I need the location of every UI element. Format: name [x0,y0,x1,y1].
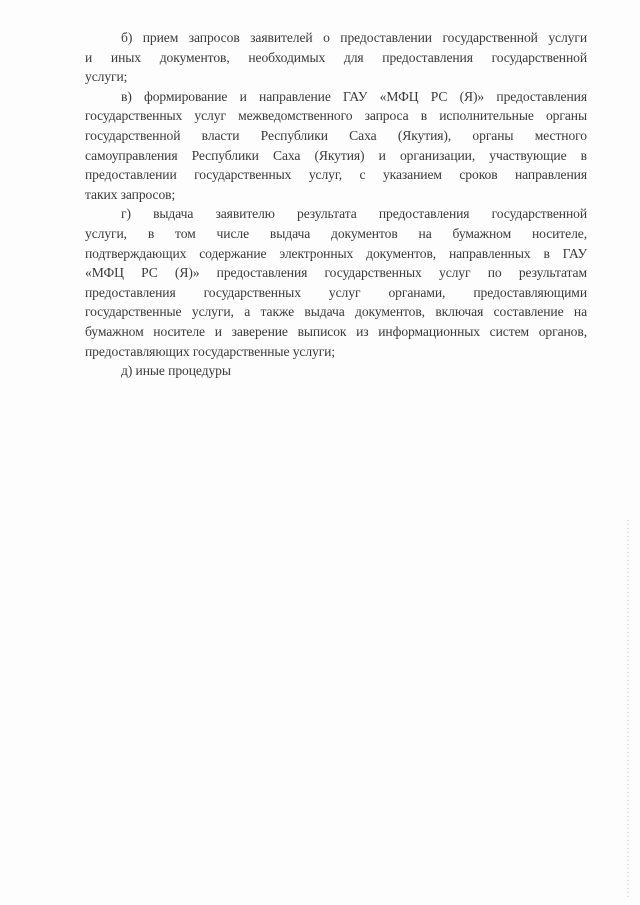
text-line: услуги, в том числе выдача документов на бумажном носителе, [85,225,587,241]
paragraph-d [85,361,587,381]
text-line: предоставления государственных услуг органами, предоставляющими [85,284,587,300]
text-line: в) формирование и направление ГАУ «МФЦ РС (Я)» предоставления [121,88,587,104]
paragraph-v [85,87,587,205]
text-line: г) выдача заявителю результата предоставления государственной [121,206,587,222]
text-line: и иных документов, необходимых для предоставления государственной [85,49,587,65]
text-line: государственных услуг межведомственного запроса в исполнительные органы [85,108,587,124]
text-line: государственной власти Республики Саха (Якутия), органы местного [85,127,587,143]
text-line: предоставляющих государственные услуги; [85,343,336,359]
text-line: услуги; [85,69,128,85]
text-line: б) прием запросов заявителей о предоставлении государственной услуги [121,30,587,45]
text-line: д) иные процедуры [121,363,231,379]
text-line: предоставлении государственных услуг, с указанием сроков направления [85,167,587,183]
text-line: «МФЦ РС (Я)» предоставления государственных услуг по результатам [85,265,587,281]
text-line: подтверждающих содержание электронных документов, направленных в ГАУ [85,245,587,261]
scan-edge-artifact [627,520,629,900]
paragraph-b [85,28,587,87]
text-line: самоуправления Республики Саха (Якутия) и организации, участвующие в [85,147,587,163]
text-line: государственные услуги, а также выдача документов, включая составление на [85,304,587,320]
text-line: таких запросов; [85,186,176,202]
text-line: бумажном носителе и заверение выписок из информационных систем органов, [85,323,587,339]
paragraph-g [85,204,587,361]
document-body [85,28,587,381]
